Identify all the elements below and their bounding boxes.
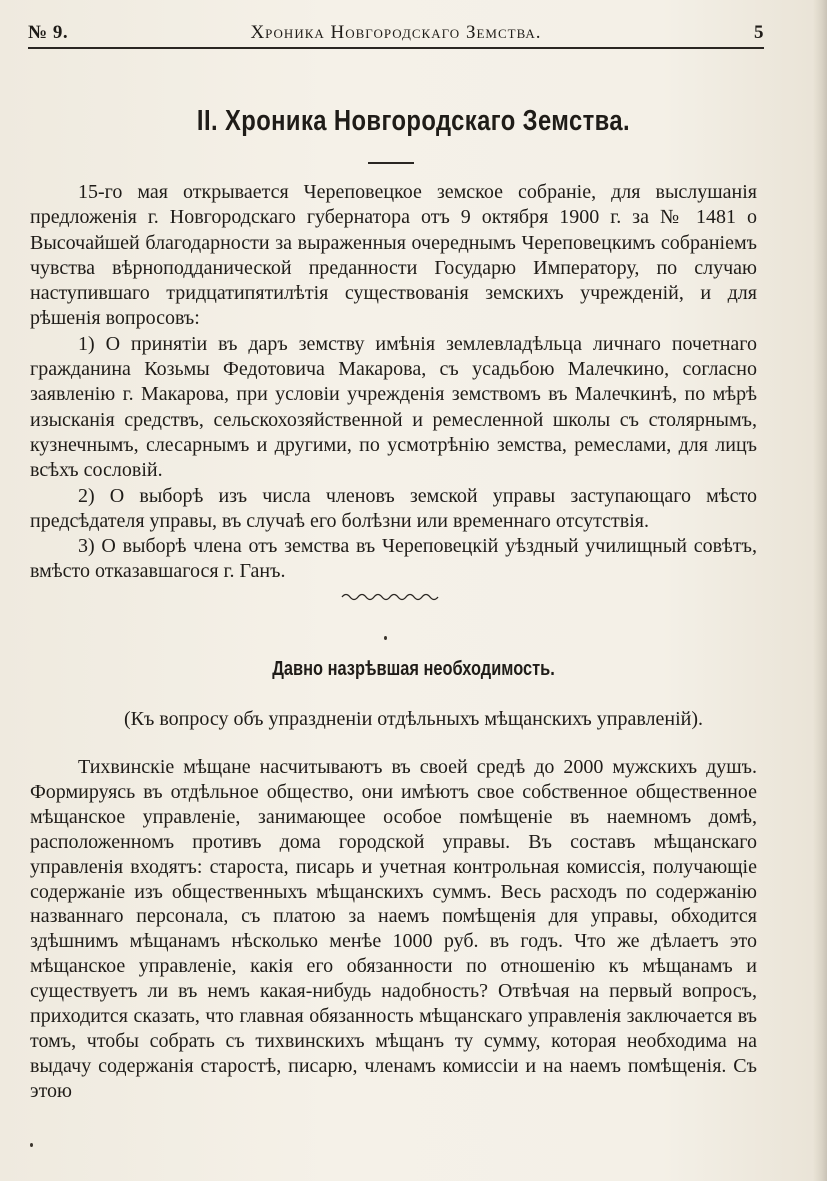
- paragraph-item-1: 1) О принятiи въ даръ земству имѣнiя землевладѣльца личнаго почетнаго гражданина Козьмы Федотовича Макарова, съ усадьбою Малечкино, согласно заявленiю г. Макарова, при условiи учрежденiя земствомъ въ Малечкинѣ, по мѣрѣ изысканiя средствъ, сельскохозяйственной и ремесленной школы съ столярнымъ, кузнечнымъ, слесарнымъ и другими, по усмотрѣнiю земства, ремеслами, для лицъ всѣхъ сословiй.: [30, 332, 757, 482]
- paragraph-intro: 15-го мая открывается Череповецкое земское собранiе, для выслушанiя предложенiя г. Новгородскаго губернатора отъ 9 октября 1900 г. за № 1481 о Высочайшей благодарности за выраженныя очереднымъ Череповецкимъ собранiемъ чувства вѣрноподданической преданности Государю Императору, по случаю наступившаго тридцатипятилѣтiя существованiя земскихъ учрежденiй, и для рѣшенiя вопросовъ:: [30, 181, 757, 330]
- print-speck: [384, 636, 387, 640]
- running-title: Хроника Новгородскаго Земства.: [250, 22, 542, 43]
- issue-number: № 9.: [28, 22, 69, 43]
- page-number: 5: [754, 22, 764, 43]
- print-speck: [30, 1143, 33, 1147]
- header-rule: [28, 47, 764, 49]
- page-edge-shadow: [813, 0, 827, 1181]
- section-body: [30, 180, 757, 585]
- article-subtitle: (Къ вопросу объ упраздненiи отдѣльныхъ мѣщанскихъ управленiй).: [123, 708, 703, 730]
- article-paragraph: Тихвинскiе мѣщане насчитываютъ въ своей средѣ до 2000 мужскихъ душъ. Формируясь въ отдѣльное общество, они имѣютъ свое собственное общественное мѣщанское управленiе, занимающее особое помѣщенiе въ наемномъ домѣ, расположенномъ противъ дома городской управы. Въ составъ мѣщанскаго управленiя входятъ: староста, писарь и учетная контрольная комиссiя, получающiе содержанiе изъ общественныхъ мѣщанскихъ суммъ. Весь расходъ по содержанiю названнаго персонала, съ платою за наемъ помѣщенiя для управы, обходится здѣшнимъ мѣщанамъ нѣсколько менѣе 1000 руб. въ годъ. Что же дѣлаетъ это мѣщанское управленiе, какiя его обязанности по отношенiю къ мѣщанамъ и существуетъ ли въ немъ какая-нибудь надобность? Отвѣчая на первый вопросъ, приходится сказать, что главная обязанность мѣщанскаго управленiя заключается въ томъ, чтобы собрать съ тихвинскихъ мѣщанъ ту сумму, которая необходима на выдачу содержанiя старостѣ, писарю, членамъ комиссiи и на наемъ помѣщенiя. Съ этою: [30, 756, 757, 1102]
- paragraph-item-2: 2) О выборѣ изъ числа членовъ земской управы заступающаго мѣсто предсѣдателя управы, въ случаѣ его болѣзни или временнаго отсутствiя.: [30, 484, 757, 532]
- section-title: II. Хроника Новгородскаго Земства.: [196, 105, 631, 137]
- paragraph-item-3: 3) О выборѣ члена отъ земства въ Череповецкiй уѣздный училищный совѣтъ, вмѣсто отказавшагося г. Ганъ.: [30, 535, 757, 583]
- running-head: [28, 18, 764, 48]
- article-title: Давно назрѣвшая необходимость.: [272, 658, 555, 680]
- wavy-ornament: [340, 590, 440, 604]
- article-body: [30, 755, 757, 1104]
- title-divider: [368, 162, 414, 164]
